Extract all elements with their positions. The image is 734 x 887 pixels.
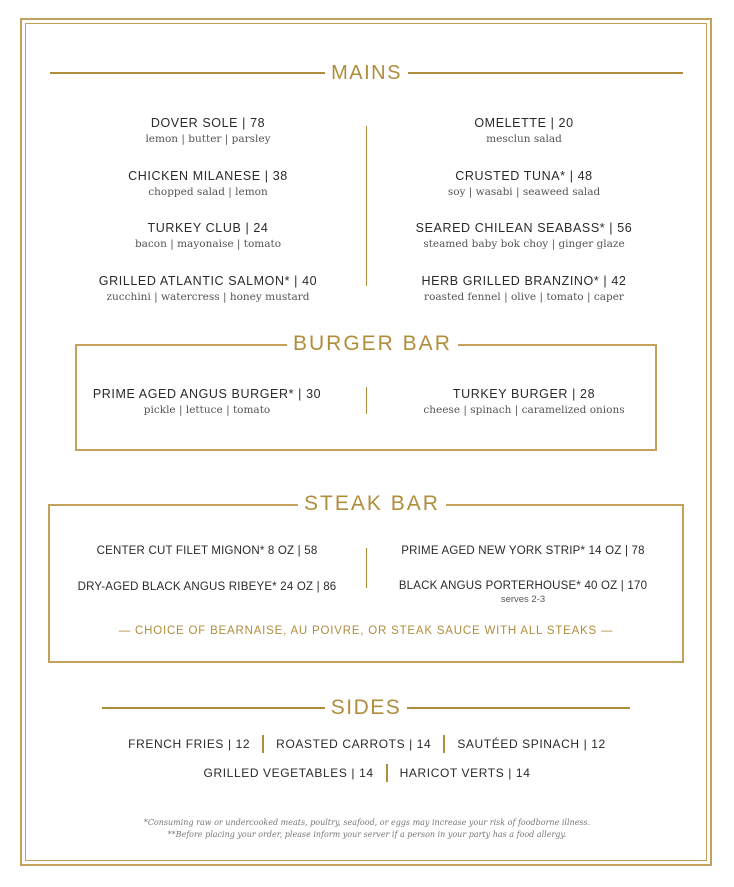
- heading-rule-left: [50, 72, 325, 74]
- item-description: mesclun salad: [486, 133, 562, 145]
- mains-heading: [50, 60, 683, 86]
- item-description: zucchini | watercress | honey mustard: [106, 291, 310, 303]
- sides-title: SIDES: [330, 696, 402, 719]
- heading-rule-right: [407, 707, 630, 709]
- menu-item: [374, 274, 674, 303]
- menu-item: [374, 169, 674, 198]
- menu-item: [58, 274, 358, 303]
- steak-column-divider: [366, 548, 367, 588]
- steak-bar-title: STEAK BAR: [298, 492, 446, 516]
- menu-item: [57, 387, 357, 416]
- side-separator: [443, 735, 445, 753]
- menu-item: [374, 221, 674, 250]
- item-name: GRILLED ATLANTIC SALMON* | 40: [98, 274, 318, 288]
- menu-item: [374, 387, 674, 416]
- item-name: HERB GRILLED BRANZINO* | 42: [421, 274, 627, 288]
- item-name: TURKEY CLUB | 24: [147, 221, 269, 235]
- burger-bar-title: BURGER BAR: [287, 332, 458, 356]
- heading-rule-right: [408, 72, 683, 74]
- item-name: BLACK ANGUS PORTERHOUSE* 40 OZ | 170: [398, 580, 648, 592]
- item-description: chopped salad | lemon: [148, 186, 268, 198]
- item-name: PRIME AGED NEW YORK STRIP* 14 OZ | 78: [401, 545, 645, 557]
- side-item: ROASTED CARROTS | 14: [276, 737, 432, 751]
- menu-item: [58, 116, 358, 145]
- footer-allergy-note: **Before placing your order, please inform your server if a person in your party has a food allergy.: [167, 830, 567, 839]
- side-separator: [262, 735, 264, 753]
- side-item: GRILLED VEGETABLES | 14: [203, 766, 374, 780]
- burger-column-divider: [366, 387, 367, 414]
- item-name: CRUSTED TUNA* | 48: [455, 169, 593, 183]
- side-item: SAUTÉED SPINACH | 12: [457, 737, 606, 751]
- steak-sauce-note: — CHOICE OF BEARNAISE, AU POIVRE, OR STEAK SAUCE WITH ALL STEAKS —: [118, 625, 614, 637]
- item-description: pickle | lettuce | tomato: [143, 404, 271, 416]
- item-name: CHICKEN MILANESE | 38: [128, 169, 288, 183]
- heading-rule-left: [102, 707, 325, 709]
- item-name: OMELETTE | 20: [474, 116, 574, 130]
- item-description: cheese | spinach | caramelized onions: [423, 404, 625, 416]
- item-description: bacon | mayonaise | tomato: [134, 238, 282, 250]
- menu-item: [373, 545, 673, 557]
- sides-row: [0, 763, 734, 783]
- item-name: PRIME AGED ANGUS BURGER* | 30: [92, 387, 322, 401]
- item-name: DRY-AGED BLACK ANGUS RIBEYE* 24 OZ | 86: [77, 581, 337, 593]
- mains-title: MAINS: [331, 61, 402, 84]
- mains-column-divider: [366, 126, 367, 286]
- menu-item: [58, 221, 358, 250]
- menu-item: [58, 169, 358, 198]
- item-description: roasted fennel | olive | tomato | caper: [424, 291, 624, 303]
- menu-item: [373, 580, 673, 605]
- side-item: FRENCH FRIES | 12: [128, 737, 251, 751]
- item-name: TURKEY BURGER | 28: [452, 387, 596, 401]
- menu-item: [374, 116, 674, 145]
- side-item: HARICOT VERTS | 14: [399, 766, 531, 780]
- item-description: steamed baby bok choy | ginger glaze: [423, 238, 625, 250]
- sides-row: [0, 734, 734, 754]
- item-description: serves 2-3: [500, 594, 546, 605]
- side-separator: [386, 764, 388, 782]
- item-description: lemon | butter | parsley: [145, 133, 271, 145]
- sides-heading: [102, 694, 630, 722]
- item-description: soy | wasabi | seaweed salad: [447, 186, 601, 198]
- menu-item: [57, 545, 357, 557]
- menu-item: [57, 581, 357, 593]
- item-name: SEARED CHILEAN SEABASS* | 56: [415, 221, 633, 235]
- item-name: CENTER CUT FILET MIGNON* 8 OZ | 58: [96, 545, 318, 557]
- footer-disclaimer: *Consuming raw or undercooked meats, poultry, seafood, or eggs may increase your risk of foodborne illness.: [143, 818, 591, 827]
- item-name: DOVER SOLE | 78: [150, 116, 266, 130]
